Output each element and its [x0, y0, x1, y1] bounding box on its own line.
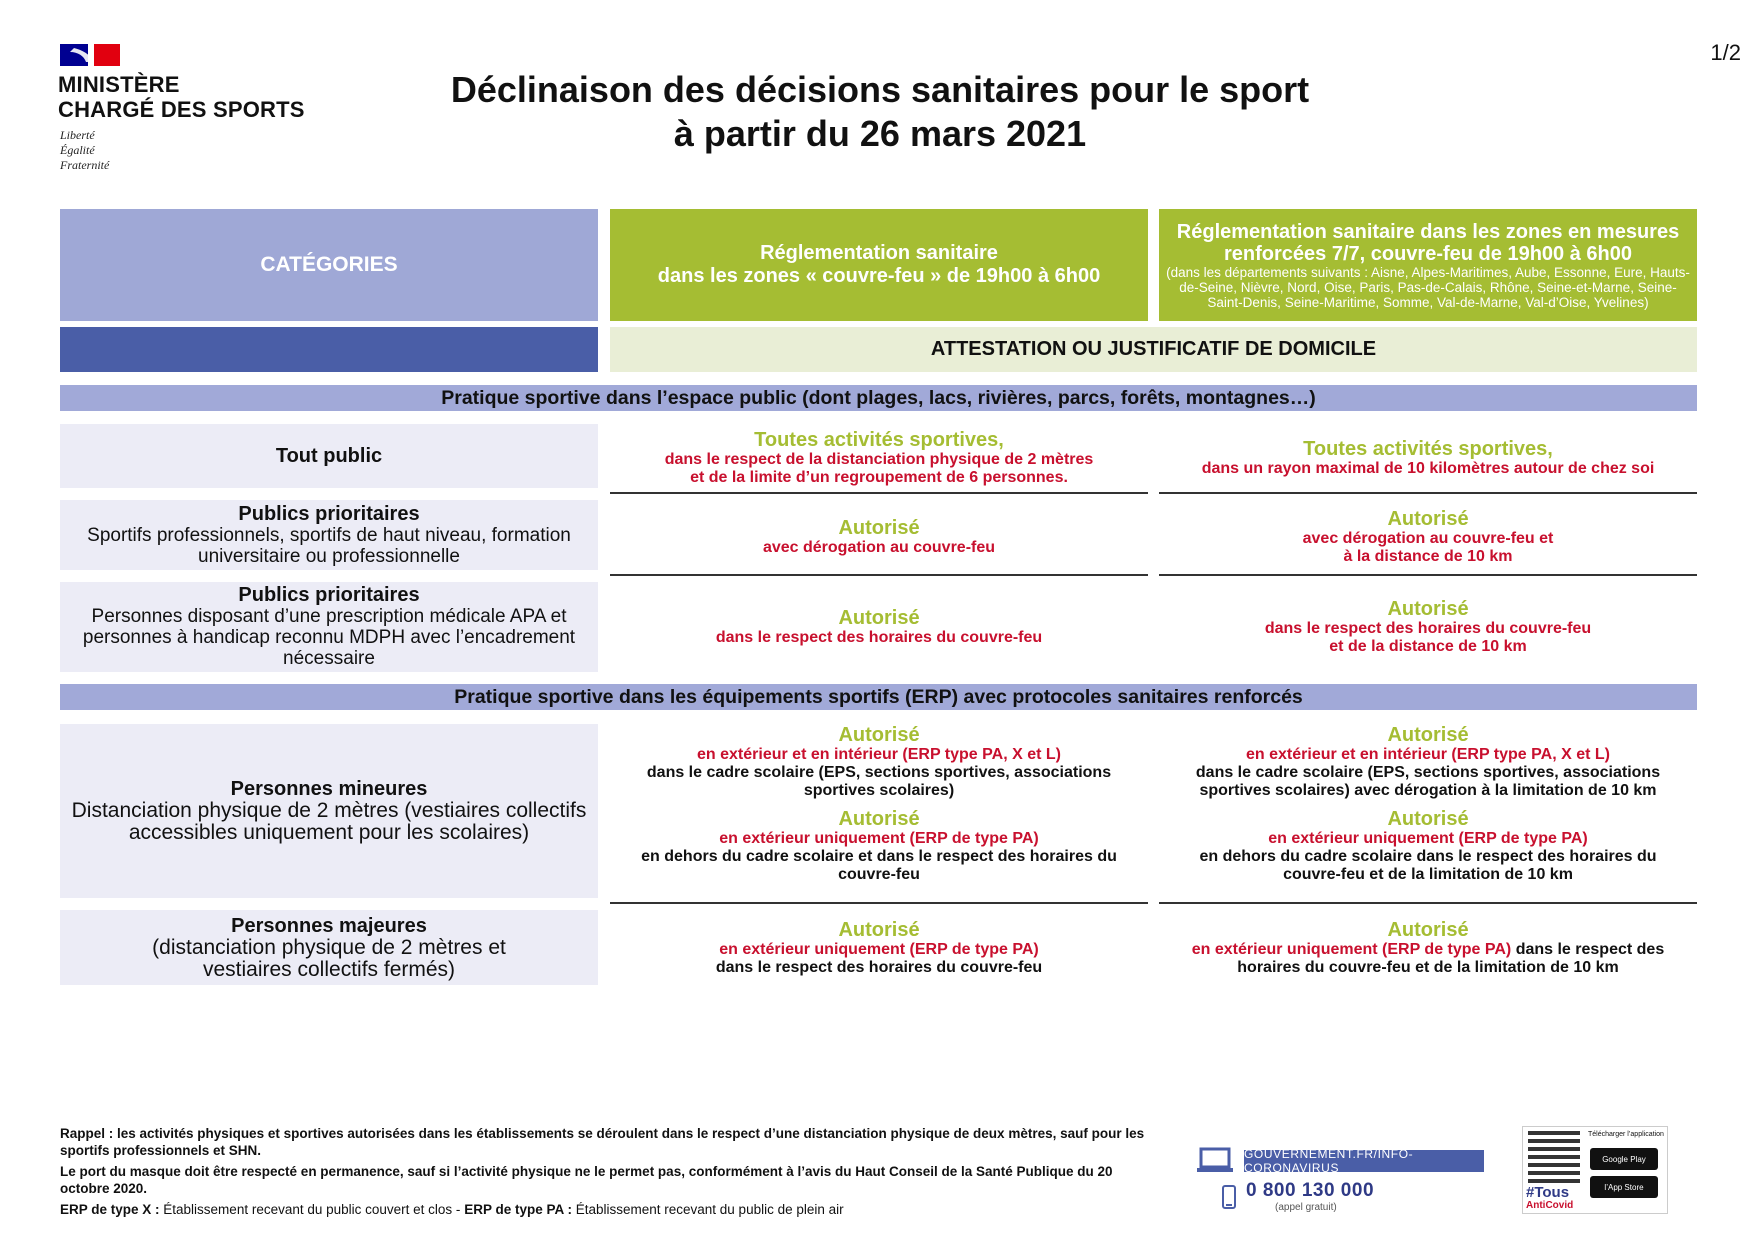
- prio1-reinforced-rule: Autorisé avec dérogation au couvre-feu et à la distance de 10 km: [1159, 500, 1697, 576]
- free-call-note: (appel gratuit): [1275, 1202, 1337, 1213]
- phone-icon: [1222, 1185, 1236, 1209]
- footer-rappel: Rappel : les activités physiques et sportives autorisées dans les établissements se déroulent dans le respect d’une distanciation physique de deux mètres, sauf pour les sportifs professionnels et SHN.: [60, 1126, 1145, 1158]
- mineurs-reinforced-rule: [1159, 724, 1697, 904]
- footer-erp-definitions: ERP de type X : Établissement recevant du public couvert et clos - ERP de type PA : Établissement recevant du public de plein air: [60, 1202, 844, 1217]
- mineurs-reinforced-outside-school-block: Autorisé en extérieur uniquement (ERP de type PA) en dehors du cadre scolaire dans le respect des horaires du couvre-feu et de la limitation de 10 km: [1199, 808, 1657, 883]
- prio2-curfew-rule: Autorisé dans le respect des horaires du couvre-feu: [715, 607, 1043, 646]
- majeurs-reinforced-rule: Autorisé en extérieur uniquement (ERP de type PA) dans le respect des horaires du couvre-feu et de la limitation de 10 km: [1191, 918, 1665, 976]
- tousanticovid-logo: #Tous: [1526, 1184, 1570, 1201]
- prio2-reinforced-rule: Autorisé dans le respect des horaires du couvre-feu et de la distance de 10 km: [1264, 598, 1592, 655]
- footer-notes: [60, 1125, 1160, 1222]
- mineurs-reinforced-school-block: Autorisé en extérieur et en intérieur (ERP type PA, X et L) dans le cadre scolaire (EPS, sections sportives, associations sportives scolaires) avec dérogation à la limitation de 10 km: [1195, 724, 1661, 799]
- google-play-badge[interactable]: Google Play: [1590, 1148, 1658, 1170]
- attestation-bar-blue: [60, 327, 598, 372]
- category-personnes-majeures: Personnes majeures (distanciation physique de 2 mètres et vestiaires collectifs fermés): [60, 910, 598, 985]
- section-public-space: Pratique sportive dans l’espace public (dont plages, lacs, rivières, parcs, forêts, montagnes…): [60, 385, 1697, 411]
- reinforced-zones-header: Réglementation sanitaire dans les zones en mesures renforcées 7/7, couvre-feu de 19h00 à 6h00 (dans les départements suivants : Aisne, Alpes-Maritimes, Aube, Essonne, Eure, Hauts-de-Seine, Nièvre, Nord, Oise, Paris, Pas-de-Calais, Rhône, Seine-et-Marne, Seine-Saint-Denis, Seine-Maritime, Somme, Val-de-Marne, Val-d’Oise, Yvelines): [1159, 209, 1697, 321]
- category-publics-prioritaires-sportifs: Publics prioritaires Sportifs professionnels, sportifs de haut niveau, formation universitaire ou professionnelle: [60, 500, 598, 570]
- mineurs-curfew-outside-school-block: Autorisé en extérieur uniquement (ERP de type PA) en dehors du cadre scolaire et dans le respect des horaires du couvre-feu: [641, 808, 1117, 883]
- footer-masque: Le port du masque doit être respecté en permanence, sauf si l’activité physique ne le permet pas, conformément à l’avis du Haut Conseil de la Santé Publique du 20 octobre 2020.: [60, 1164, 1113, 1196]
- mineurs-curfew-school-block: Autorisé en extérieur et en intérieur (ERP type PA, X et L) dans le cadre scolaire (EPS, sections sportives, associations sportives scolaires): [646, 724, 1112, 799]
- category-tout-public: Tout public: [60, 424, 598, 488]
- prio1-curfew-rule: Autorisé avec dérogation au couvre-feu: [610, 500, 1148, 576]
- section-erp-facilities: Pratique sportive dans les équipements sportifs (ERP) avec protocoles sanitaires renforcés: [60, 684, 1697, 710]
- category-personnes-mineures: Personnes mineures Distanciation physique de 2 mètres (vestiaires collectifs accessibles uniquement pour les scolaires): [60, 724, 598, 898]
- qr-code-icon[interactable]: [1528, 1131, 1580, 1183]
- free-phone-number: 0 800 130 000: [1246, 1180, 1375, 1201]
- app-store-badge[interactable]: l’App Store: [1590, 1176, 1658, 1198]
- tousanticovid-logo-sub: AntiCovid: [1526, 1200, 1574, 1211]
- attestation-banner: ATTESTATION OU JUSTIFICATIF DE DOMICILE: [610, 327, 1697, 372]
- ministry-name: MINISTÈRE CHARGÉ DES SPORTS: [58, 72, 305, 122]
- marianne-flag-logo: [60, 44, 120, 66]
- tout-public-curfew-rule: Toutes activités sportives, dans le respect de la distanciation physique de 2 mètres et de la limite d’un regroupement de 6 personnes.: [610, 424, 1148, 494]
- majeurs-curfew-rule: Autorisé en extérieur uniquement (ERP de type PA) dans le respect des horaires du couvre-feu: [715, 918, 1043, 976]
- curfew-zones-header: Réglementation sanitaire dans les zones « couvre-feu » de 19h00 à 6h00: [610, 209, 1148, 321]
- republic-motto: Liberté Égalité Fraternité: [60, 128, 110, 172]
- laptop-icon: [1197, 1147, 1233, 1173]
- category-publics-prioritaires-apa: Publics prioritaires Personnes disposant d’une prescription médicale APA et personnes à handicap reconnu MDPH avec l’encadrement nécessaire: [60, 582, 598, 672]
- tout-public-reinforced-rule: Toutes activités sportives, dans un rayon maximal de 10 kilomètres autour de chez soi: [1159, 424, 1697, 494]
- mineurs-curfew-rule: [610, 724, 1148, 904]
- page-number: 1/2: [1710, 40, 1741, 65]
- download-app-label: Télécharger l’application: [1588, 1131, 1664, 1138]
- gov-info-url[interactable]: GOUVERNEMENT.FR/INFO-CORONAVIRUS: [1244, 1150, 1484, 1172]
- categories-header: CATÉGORIES: [60, 209, 598, 321]
- page-title: Déclinaison des décisions sanitaires pour le sport à partir du 26 mars 2021: [450, 69, 1310, 154]
